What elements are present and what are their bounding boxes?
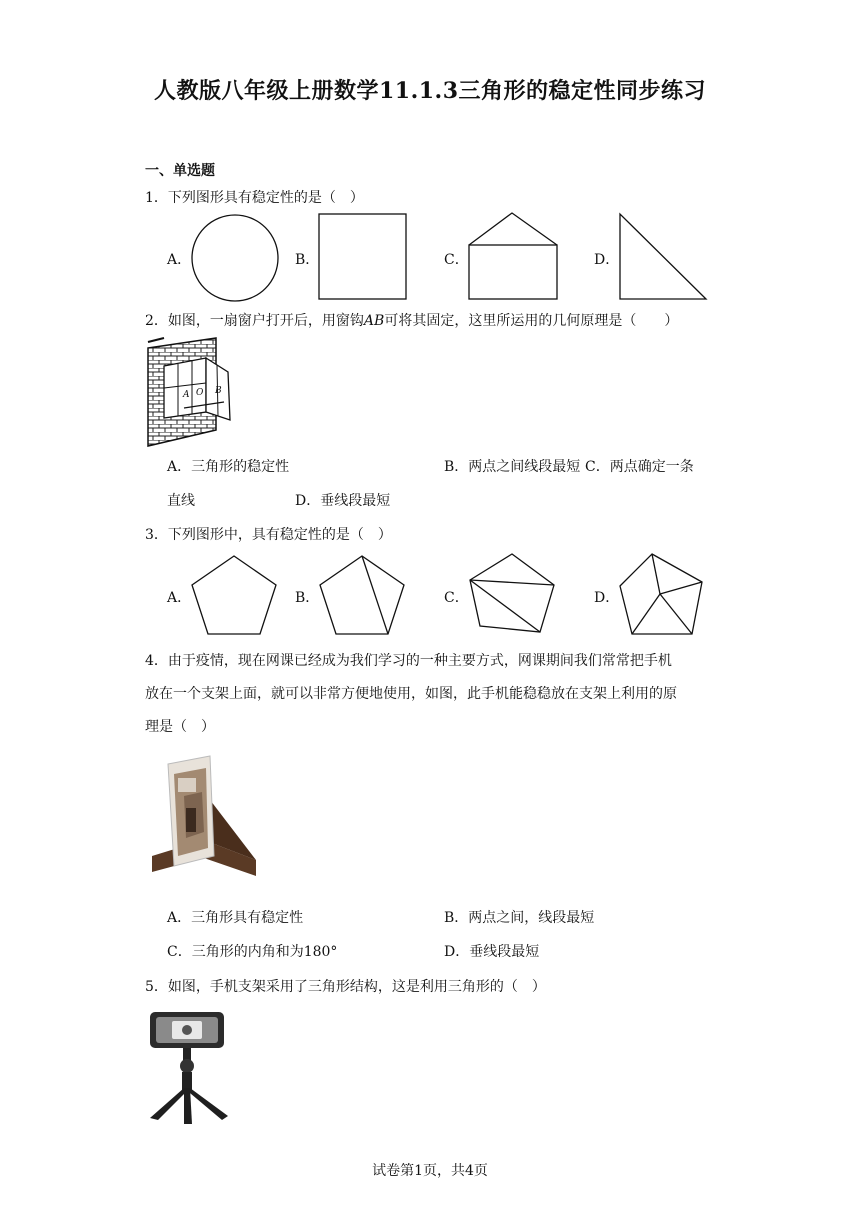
section-heading: 一、单选题 <box>145 163 215 179</box>
question-4-line-3: 理是（ ） <box>145 719 215 735</box>
q3-option-d-label: D． <box>594 590 620 606</box>
q3-pentagon-a <box>190 554 278 638</box>
q2-option-a: A．三角形的稳定性 <box>167 459 290 475</box>
q1-option-d-label: D． <box>594 252 620 268</box>
q4-option-b: B．两点之间，线段最短 <box>444 910 595 926</box>
q1-circle-figure <box>190 214 282 302</box>
window-label-b: B <box>215 386 222 396</box>
q2-option-d: D．垂线段最短 <box>295 493 391 509</box>
q4-option-d: D．垂线段最短 <box>444 944 540 960</box>
q1-house-figure <box>468 212 560 302</box>
q1-triangle-figure <box>618 212 710 302</box>
q4-option-a: A．三角形具有稳定性 <box>167 910 304 926</box>
q1-option-a-label: A． <box>167 252 192 268</box>
q3-pentagon-c <box>468 552 556 636</box>
q2-option-c-continued: 直线 <box>167 493 195 509</box>
q2-option-c: C．两点确定一条 <box>585 459 694 475</box>
page-footer: 试卷第1页，共4页 <box>372 1163 488 1179</box>
q4-option-c: C．三角形的内角和为180° <box>167 944 338 960</box>
question-1-stem: 1．下列图形具有稳定性的是（ ） <box>145 190 364 206</box>
q3-option-b-label: B． <box>295 590 320 606</box>
question-5-stem: 5．如图，手机支架采用了三角形结构，这是利用三角形的（ ） <box>145 979 546 995</box>
question-4-line-1: 4．由于疫情，现在网课已经成为我们学习的一种主要方式，网课期间我们常常把手机 <box>145 653 672 669</box>
question-4-line-2: 放在一个支架上面，就可以非常方便地使用，如图，此手机能稳稳放在支架上利用的原 <box>145 686 677 702</box>
phone-stand-image <box>144 752 262 880</box>
q3-option-a-label: A． <box>167 590 192 606</box>
tripod-image <box>146 1008 232 1126</box>
q2-option-b: B．两点之间线段最短 <box>444 459 581 475</box>
page-title: 人教版八年级上册数学11.1.3三角形的稳定性同步练习 <box>153 78 707 104</box>
q1-square-figure <box>318 213 408 301</box>
question-3-stem: 3．下列图形中，具有稳定性的是（ ） <box>145 527 392 543</box>
window-label-o: O <box>196 388 204 398</box>
q1-option-b-label: B． <box>295 252 320 268</box>
q3-pentagon-b <box>318 554 406 638</box>
q3-option-c-label: C． <box>444 590 469 606</box>
q3-pentagon-d <box>618 552 706 638</box>
q1-option-c-label: C． <box>444 252 469 268</box>
window-label-a: A <box>183 390 190 400</box>
question-2-stem: 2．如图，一扇窗户打开后，用窗钩AB可将其固定，这里所运用的几何原理是（ ） <box>145 313 679 329</box>
